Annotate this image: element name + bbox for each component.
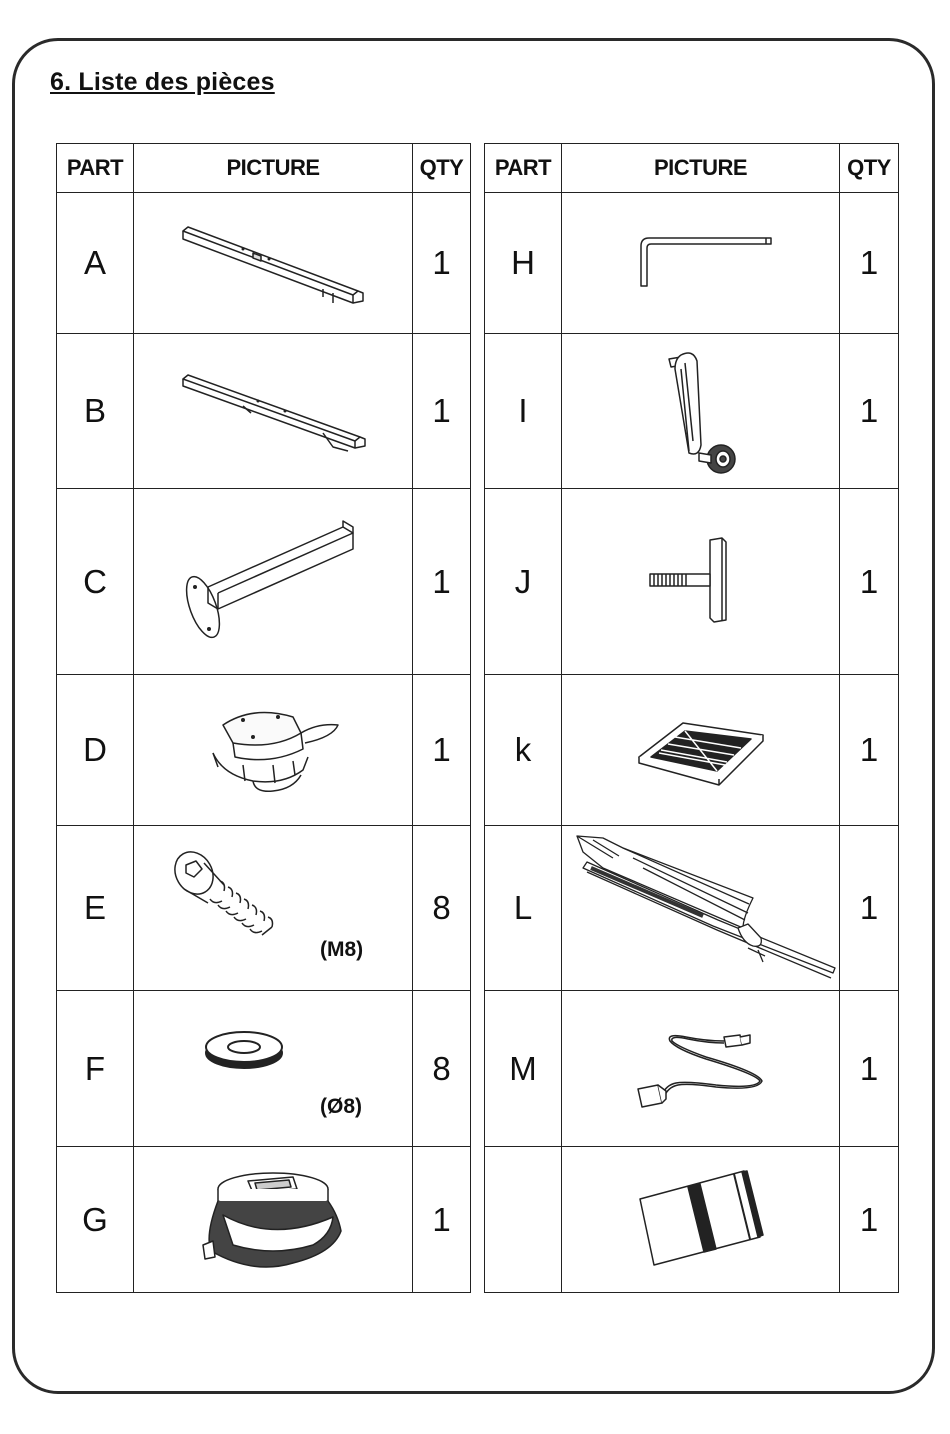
part-qty: 1 — [840, 991, 899, 1147]
part-picture — [134, 489, 413, 675]
table-row — [57, 826, 471, 991]
table-row — [57, 334, 471, 489]
part-picture — [562, 675, 840, 826]
washer-icon — [184, 1019, 304, 1079]
table-row — [57, 489, 471, 675]
part-letter: J — [485, 489, 562, 675]
part-picture — [562, 193, 840, 334]
table-row — [485, 675, 899, 826]
part-qty: 1 — [413, 1147, 471, 1293]
usb-cable-icon — [626, 1019, 776, 1119]
part-picture — [562, 1147, 840, 1293]
parts-table-left — [56, 143, 471, 1293]
part-qty: 1 — [840, 193, 899, 334]
rotating-base-icon — [183, 695, 363, 805]
part-picture — [562, 489, 840, 675]
part-letter: D — [57, 675, 134, 826]
part-letter: C — [57, 489, 134, 675]
square-tube-mount-icon — [173, 517, 373, 647]
part-picture — [134, 991, 413, 1147]
table-row — [57, 193, 471, 334]
part-qty: 1 — [840, 334, 899, 489]
header-part: PART — [57, 144, 134, 193]
base-cover-icon — [193, 1165, 353, 1275]
thread-size-label: (M8) — [320, 938, 364, 961]
part-picture — [134, 334, 413, 489]
part-letter: H — [485, 193, 562, 334]
allen-key-icon — [621, 228, 781, 298]
umbrella-canopy-icon — [563, 828, 839, 988]
part-letter: E — [57, 826, 134, 991]
part-picture — [134, 675, 413, 826]
part-qty: 1 — [413, 334, 471, 489]
part-letter: A — [57, 193, 134, 334]
part-qty: 1 — [413, 675, 471, 826]
crossbar-rail-icon — [173, 361, 373, 461]
part-qty: 1 — [413, 193, 471, 334]
part-picture — [134, 193, 413, 334]
table-row — [485, 489, 899, 675]
table-header-row — [57, 144, 471, 193]
part-qty: 1 — [840, 1147, 899, 1293]
header-part: PART — [485, 144, 562, 193]
table-header-row — [485, 144, 899, 193]
part-letter: M — [485, 991, 562, 1147]
part-letter — [485, 1147, 562, 1293]
part-qty: 1 — [413, 489, 471, 675]
part-letter: I — [485, 334, 562, 489]
part-qty: 1 — [840, 826, 899, 991]
table-row — [485, 1147, 899, 1293]
part-letter: L — [485, 826, 562, 991]
crossbar-rail-icon — [173, 213, 373, 313]
header-qty: QTY — [840, 144, 899, 193]
t-bolt-icon — [636, 532, 766, 632]
table-row — [485, 334, 899, 489]
header-picture: PICTURE — [562, 144, 840, 193]
header-qty: QTY — [413, 144, 471, 193]
section-title: 6. Liste des pièces — [50, 68, 275, 96]
part-qty: 1 — [840, 489, 899, 675]
table-row — [485, 991, 899, 1147]
solar-panel-icon — [631, 705, 771, 795]
part-picture — [134, 826, 413, 991]
part-qty: 8 — [413, 826, 471, 991]
table-row — [57, 991, 471, 1147]
part-picture — [562, 334, 840, 489]
crank-handle-icon — [641, 341, 761, 481]
instruction-manual-icon — [626, 1165, 776, 1275]
part-picture — [134, 1147, 413, 1293]
part-picture — [562, 826, 840, 991]
part-letter: G — [57, 1147, 134, 1293]
parts-table-right — [484, 143, 899, 1293]
table-row — [57, 1147, 471, 1293]
part-picture — [562, 991, 840, 1147]
header-picture: PICTURE — [134, 144, 413, 193]
part-qty: 1 — [840, 675, 899, 826]
table-row — [57, 675, 471, 826]
part-letter: k — [485, 675, 562, 826]
table-row — [485, 193, 899, 334]
table-row — [485, 826, 899, 991]
diameter-label: (Ø8) — [320, 1095, 362, 1118]
part-letter: F — [57, 991, 134, 1147]
part-letter: B — [57, 334, 134, 489]
part-qty: 8 — [413, 991, 471, 1147]
